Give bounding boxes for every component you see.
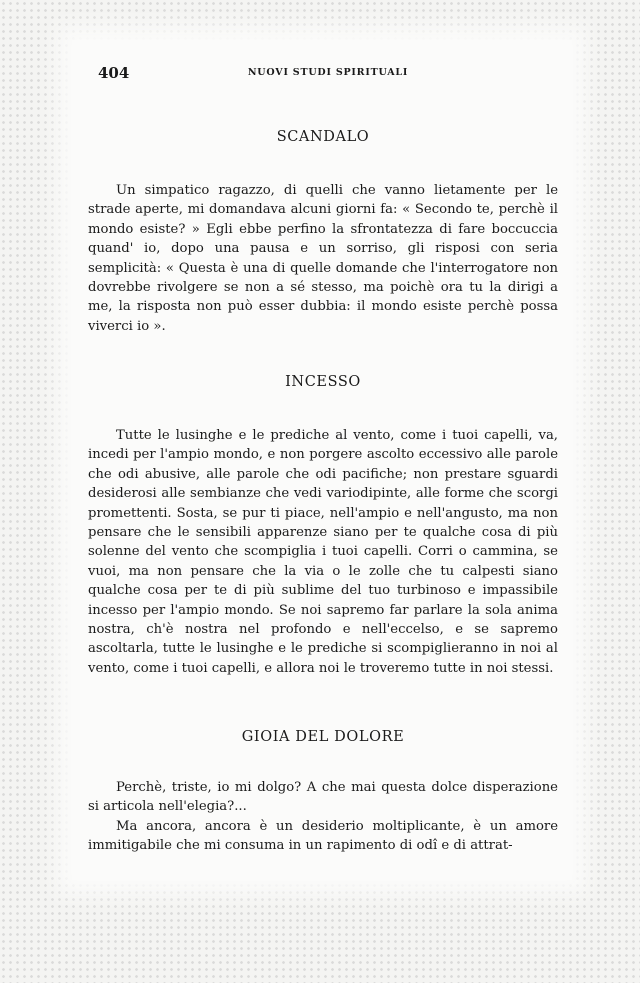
section-title-scandalo: SCANDALO xyxy=(276,129,370,145)
running-header xyxy=(98,64,558,84)
paragraph-incesso: Tutte le lusinghe e le prediche al vento, come i tuoi capelli, va, incedi per l'ampio mondo, e non porgere ascolto eccessivo alle parole che odi abusive, alle parole che odi pacifiche; non prestare sguardi desiderosi alle sembianze che vedi variodipinte, alle forme che scorgi promettenti. Sosta, se pur ti piace, nell'ampio e nell'angusto, ma non pensare che le sensibili apparenze siano per te qualche cosa di più solenne del vento che scompiglia i tuoi capelli. Corri o cammina, se vuoi, ma non pensare che la via o le zolle che tu calpesti siano qualche cosa per te di più sublime del tuo turbinoso e impassibile incesso per l'ampio mondo. Se noi sapremo far parlare la sola anima nostra, ch'è nostra nel profondo e nell'eccelso, e se sapremo ascoltarla, tutte le lusinghe e le prediche si scompiglieranno in noi al vento, come i tuoi capelli, e allora noi le troveremo tutte in noi stessi. xyxy=(88,428,558,676)
paragraph-scandalo: Un simpatico ragazzo, di quelli che vanno lietamente per le strade aperte, mi domandava alcuni giorni fa: « Secondo te, perchè il mondo esiste? » Egli ebbe perfino la sfrontatezza di fare boccuccia quand' io, dopo una pausa e un sorriso, gli risposi con seria semplicità: « Questa è una di quelle domande che l'interrogatore non dovrebbe rivolgere se non a sé stesso, ma poichè ora tu la dirigi a me, la risposta non può esser dubbia: il mondo esiste perchè possa viverci io ». xyxy=(88,183,558,334)
page-number: 404 xyxy=(98,64,130,82)
section-title-incesso: INCESSO xyxy=(285,374,361,390)
paragraph-gioia-2: Ma ancora, ancora è un desiderio moltiplicante, è un amore immitigabile che mi consuma in un rapimento di odî e di attrat- xyxy=(88,819,558,854)
paragraph-gioia-1: Perchè, triste, io mi dolgo? A che mai questa dolce disperazione si articola nell'elegia?... xyxy=(88,780,558,815)
section-title-gioia-del-dolore: GIOIA DEL DOLORE xyxy=(241,729,405,745)
running-title: NUOVI STUDI SPIRITUALI xyxy=(247,67,409,78)
